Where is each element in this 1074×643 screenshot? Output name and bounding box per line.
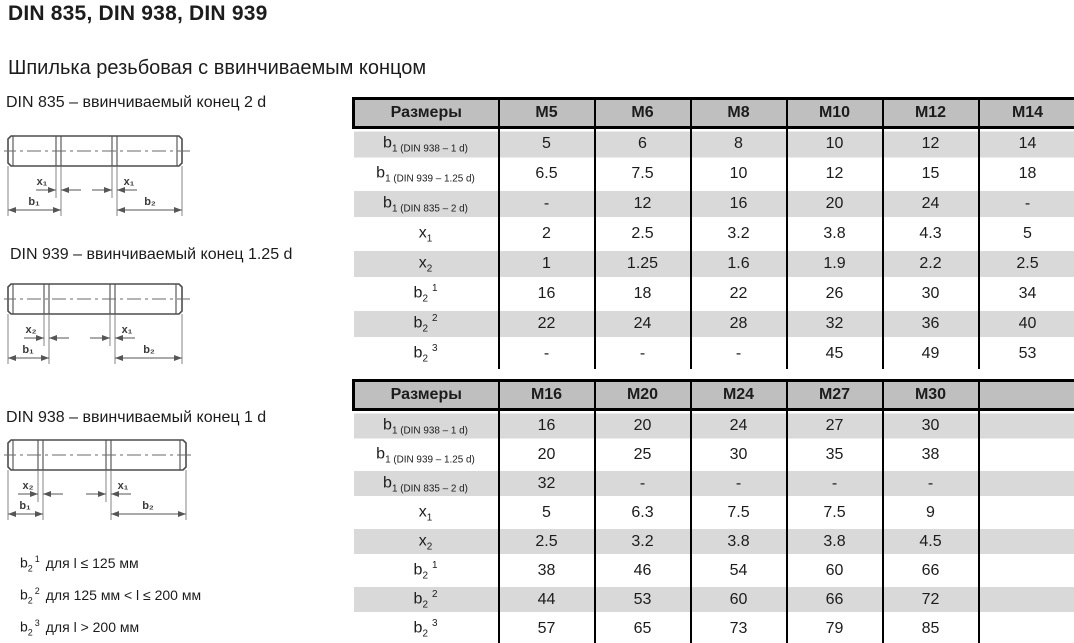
footnote-text: для l > 200 мм: [45, 618, 140, 635]
din835-stud-drawing: [4, 124, 204, 224]
value-cell: 35: [787, 440, 883, 469]
footnote-b2-3: $b_2^3$ для l > 200 мм: [20, 618, 140, 638]
column-header: M24: [691, 381, 787, 410]
row-label-base: x: [418, 254, 427, 272]
value-cell: [979, 469, 1074, 498]
column-header-sizes: Размеры: [354, 99, 499, 128]
footnote-b2-2: $b_2^2$ для 125 мм < l ≤ 200 мм: [20, 586, 202, 606]
dim-label-x-left: x₂: [22, 480, 34, 492]
value-cell: 54: [691, 556, 787, 585]
dim-label-b2: b₂: [143, 344, 155, 356]
dim-label-b2: b₂: [142, 500, 154, 512]
size-table-m16-m30: [352, 379, 1074, 643]
value-cell: 79: [787, 614, 883, 643]
column-header: M10: [787, 99, 883, 128]
table-row: [354, 498, 1074, 527]
value-cell: 2.5: [595, 219, 691, 249]
row-label-base: b: [413, 590, 423, 608]
row-label-base: b: [413, 344, 423, 362]
table-row: [354, 614, 1074, 643]
value-cell: 26: [787, 279, 883, 309]
value-cell: 53: [595, 585, 691, 614]
row-label: $b_{1 (DIN 939 - 1.25 d)}$: [376, 164, 475, 185]
footnote-text: для 125 мм < l ≤ 200 мм: [45, 586, 202, 603]
value-cell: 3.2: [691, 219, 787, 249]
value-cell: 32: [787, 309, 883, 339]
value-cell: 36: [883, 309, 979, 339]
value-cell: 20: [787, 189, 883, 219]
value-cell: [979, 440, 1074, 469]
value-cell: 20: [595, 410, 691, 441]
dim-label-b2: b₂: [144, 196, 156, 208]
row-label-base: b: [413, 561, 423, 579]
value-cell: 49: [883, 339, 979, 369]
value-cell: 22: [499, 309, 595, 339]
drawing-caption-din939: DIN 939 – ввинчиваемый конец 1.25 d: [10, 246, 293, 263]
value-cell: 65: [595, 614, 691, 643]
table-header-row: [354, 381, 1074, 410]
column-header: M14: [979, 99, 1074, 128]
value-cell: 2.5: [979, 249, 1074, 279]
footnote-symbol: b: [20, 586, 28, 603]
value-cell: 5: [979, 219, 1074, 249]
value-cell: 3.8: [787, 527, 883, 556]
dim-label-b1: b₁: [28, 196, 40, 208]
value-cell: 18: [979, 159, 1074, 189]
value-cell: 12: [595, 189, 691, 219]
value-cell: 40: [979, 309, 1074, 339]
row-label: $b_{1 (DIN 835 - 2 d)}$: [354, 469, 499, 498]
table-row: [354, 219, 1074, 249]
drawing-caption-din938: DIN 938 – ввинчиваемый конец 1 d: [6, 409, 267, 426]
drawing-caption-din835: DIN 835 – ввинчиваемый конец 2 d: [6, 94, 267, 111]
column-header: M8: [691, 99, 787, 128]
value-cell: 60: [787, 556, 883, 585]
value-cell: 66: [883, 556, 979, 585]
value-cell: 30: [691, 440, 787, 469]
value-cell: 18: [595, 279, 691, 309]
row-label: $b_2^2$: [354, 585, 499, 614]
table-row: [354, 128, 1074, 160]
value-cell: -: [595, 339, 691, 369]
value-cell: 60: [691, 585, 787, 614]
row-label: $b_2^2$: [354, 309, 499, 339]
value-cell: [979, 614, 1074, 643]
value-cell: 1.6: [691, 249, 787, 279]
value-cell: 7.5: [787, 498, 883, 527]
row-label-base: b: [376, 445, 386, 463]
value-cell: 30: [883, 410, 979, 441]
row-label-base: b: [383, 416, 392, 434]
value-cell: 24: [595, 309, 691, 339]
size-table-m5-m14: [352, 97, 1074, 369]
table-row: [354, 309, 1074, 339]
value-cell: -: [979, 189, 1074, 219]
value-cell: -: [499, 189, 595, 219]
table-row: [354, 410, 1074, 441]
value-cell: 38: [883, 440, 979, 469]
dim-label-b1: b₁: [22, 344, 34, 356]
value-cell: [979, 498, 1074, 527]
value-cell: 16: [691, 189, 787, 219]
value-cell: 34: [979, 279, 1074, 309]
value-cell: -: [691, 339, 787, 369]
value-cell: [979, 585, 1074, 614]
dim-label-x-right: x₁: [117, 480, 129, 492]
value-cell: 12: [787, 159, 883, 189]
value-cell: 4.3: [883, 219, 979, 249]
value-cell: 4.5: [883, 527, 979, 556]
column-header: M27: [787, 381, 883, 410]
din939-stud-drawing: [4, 272, 204, 372]
value-cell: 6.3: [595, 498, 691, 527]
row-label: $b_2^3$: [413, 343, 438, 365]
dim-label-x-left: x₂: [25, 324, 37, 336]
value-cell: 5: [499, 498, 595, 527]
page-title: DIN 835, DIN 938, DIN 939: [8, 2, 268, 25]
value-cell: 72: [883, 585, 979, 614]
row-label-base: b: [376, 164, 386, 182]
value-cell: -: [691, 469, 787, 498]
value-cell: -: [787, 469, 883, 498]
value-cell: 24: [883, 189, 979, 219]
value-cell: 46: [595, 556, 691, 585]
row-label-base: b: [413, 314, 423, 332]
column-header: M6: [595, 99, 691, 128]
column-header: M5: [499, 99, 595, 128]
column-header: M12: [883, 99, 979, 128]
table-row: [354, 339, 1074, 369]
value-cell: 6: [595, 128, 691, 160]
value-cell: 44: [499, 585, 595, 614]
value-cell: 14: [979, 128, 1074, 160]
value-cell: 8: [691, 128, 787, 160]
value-cell: 32: [499, 469, 595, 498]
value-cell: 53: [979, 339, 1074, 369]
value-cell: 66: [787, 585, 883, 614]
value-cell: [979, 410, 1074, 441]
value-cell: 25: [595, 440, 691, 469]
value-cell: 7.5: [595, 159, 691, 189]
value-cell: 3.8: [691, 527, 787, 556]
row-label-base: x: [418, 503, 427, 521]
value-cell: 73: [691, 614, 787, 643]
value-cell: 3.8: [787, 219, 883, 249]
dim-label-x-right: x₁: [123, 176, 135, 188]
footnote-text: для l ≤ 125 мм: [45, 554, 139, 571]
footnote-b2-1: $b_2^1$ для l ≤ 125 мм: [20, 554, 139, 574]
value-cell: 3.2: [595, 527, 691, 556]
row-label-base: b: [383, 474, 392, 492]
row-label-base: b: [413, 284, 423, 302]
footnote-symbol: b: [20, 618, 28, 635]
row-label: $b_{1 (DIN 835 - 2 d)}$: [354, 189, 499, 219]
value-cell: 38: [499, 556, 595, 585]
dim-label-x-right: x₁: [121, 324, 133, 336]
column-header: M16: [499, 381, 595, 410]
footnote-symbol: b: [20, 554, 28, 571]
value-cell: 2.2: [883, 249, 979, 279]
row-label-base: x: [418, 532, 427, 550]
table-row: [354, 585, 1074, 614]
value-cell: -: [595, 469, 691, 498]
row-label: $b_{1 (DIN 938 - 1 d)}$: [354, 128, 499, 160]
row-label: $x_2$: [354, 249, 499, 279]
value-cell: 57: [499, 614, 595, 643]
table-row: [354, 440, 1074, 469]
value-cell: 28: [691, 309, 787, 339]
value-cell: 6.5: [499, 159, 595, 189]
table-row: [354, 279, 1074, 309]
value-cell: 85: [883, 614, 979, 643]
value-cell: 20: [499, 440, 595, 469]
value-cell: -: [883, 469, 979, 498]
column-header-sizes: Размеры: [354, 381, 499, 410]
page-subtitle: Шпилька резьбовая с ввинчиваемым концом: [8, 57, 427, 79]
value-cell: 5: [499, 128, 595, 160]
row-label: $b_2^3$: [413, 617, 438, 640]
row-label: $x_1$: [418, 224, 433, 245]
value-cell: 16: [499, 410, 595, 441]
din938-stud-drawing: [4, 428, 204, 528]
value-cell: 7.5: [691, 498, 787, 527]
value-cell: 2: [499, 219, 595, 249]
value-cell: 1.25: [595, 249, 691, 279]
column-header: M30: [883, 381, 979, 410]
table-row: [354, 189, 1074, 219]
row-label: $x_1$: [418, 503, 433, 524]
value-cell: -: [499, 339, 595, 369]
row-label: $b_2^1$: [413, 283, 438, 305]
value-cell: [979, 556, 1074, 585]
row-label: $b_{1 (DIN 938 - 1 d)}$: [354, 410, 499, 441]
value-cell: 1.9: [787, 249, 883, 279]
table-row: [354, 469, 1074, 498]
value-cell: 10: [787, 128, 883, 160]
row-label: $b_2^1$: [413, 559, 438, 582]
value-cell: 30: [883, 279, 979, 309]
value-cell: 12: [883, 128, 979, 160]
value-cell: 10: [691, 159, 787, 189]
dim-label-b1: b₁: [19, 500, 31, 512]
value-cell: 45: [787, 339, 883, 369]
value-cell: 16: [499, 279, 595, 309]
value-cell: [979, 527, 1074, 556]
row-label-base: b: [383, 194, 392, 212]
row-label-base: b: [413, 619, 423, 637]
row-label-base: b: [383, 134, 392, 152]
value-cell: 1: [499, 249, 595, 279]
value-cell: 27: [787, 410, 883, 441]
value-cell: 24: [691, 410, 787, 441]
value-cell: 22: [691, 279, 787, 309]
table-row: [354, 159, 1074, 189]
dim-label-x-left: x₁: [36, 176, 48, 188]
table-header-row: [354, 99, 1074, 128]
table-row: [354, 556, 1074, 585]
value-cell: 15: [883, 159, 979, 189]
table-row: [354, 249, 1074, 279]
row-label: $x_2$: [354, 527, 499, 556]
table-row: [354, 527, 1074, 556]
column-header: M20: [595, 381, 691, 410]
row-label-base: x: [418, 224, 427, 242]
row-label: $b_{1 (DIN 939 - 1.25 d)}$: [376, 445, 475, 466]
value-cell: 9: [883, 498, 979, 527]
column-header: [979, 381, 1074, 410]
value-cell: 2.5: [499, 527, 595, 556]
